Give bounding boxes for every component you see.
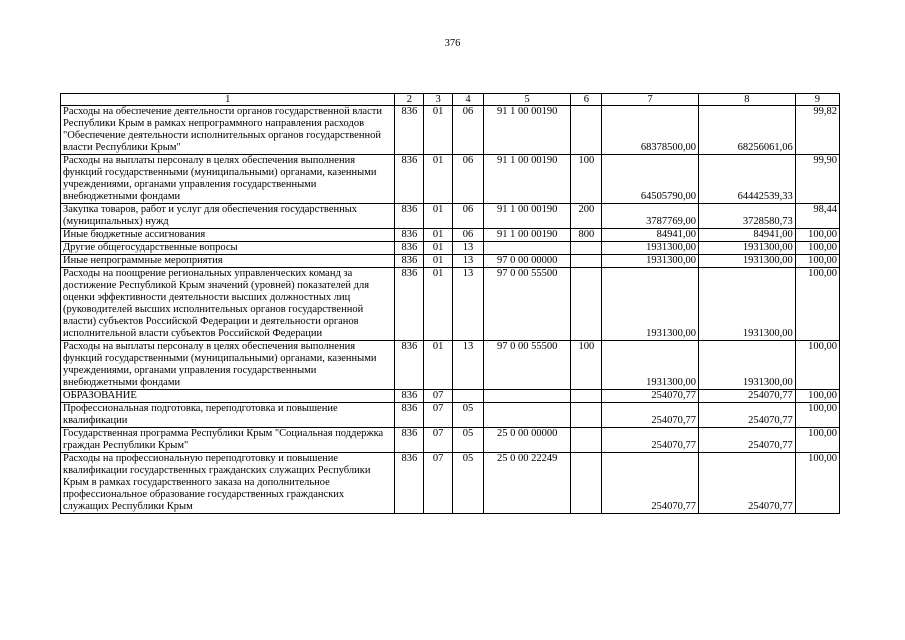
- ministry-code: 836: [395, 229, 424, 242]
- section-code: 01: [424, 268, 453, 341]
- table-row: [61, 428, 840, 453]
- execution-percent: 99,82: [795, 106, 839, 155]
- expense-type-code: [571, 242, 602, 255]
- expense-type-code: [571, 403, 602, 428]
- execution-percent: 100,00: [795, 242, 839, 255]
- planned-amount: 1931300,00: [602, 255, 699, 268]
- expense-type-code: [571, 255, 602, 268]
- executed-amount: 254070,77: [698, 453, 795, 514]
- target-article-code: 91 1 00 00190: [483, 155, 570, 204]
- target-article-code: 97 0 00 55500: [483, 341, 570, 390]
- section-code: 01: [424, 341, 453, 390]
- execution-percent: 100,00: [795, 390, 839, 403]
- expense-type-code: 100: [571, 155, 602, 204]
- target-article-code: 25 0 00 22249: [483, 453, 570, 514]
- planned-amount: 3787769,00: [602, 204, 699, 229]
- section-code: 01: [424, 106, 453, 155]
- planned-amount: 1931300,00: [602, 242, 699, 255]
- section-code: 01: [424, 229, 453, 242]
- ministry-code: 836: [395, 428, 424, 453]
- table-row: [61, 341, 840, 390]
- target-article-code: [483, 390, 570, 403]
- budget-table: [60, 93, 840, 514]
- section-code: 07: [424, 390, 453, 403]
- header-col-4: 4: [453, 94, 484, 106]
- subsection-code: 06: [453, 204, 484, 229]
- ministry-code: 836: [395, 453, 424, 514]
- section-code: 07: [424, 453, 453, 514]
- subsection-code: 13: [453, 268, 484, 341]
- expense-type-code: [571, 106, 602, 155]
- subsection-code: 13: [453, 242, 484, 255]
- subsection-code: 13: [453, 341, 484, 390]
- expense-name: Расходы на поощрение региональных управленческих команд за достижение Республикой Крым значений (уровней) показателей для оценки эффективности деятельности высших должностных лиц (руководителей высших исполнительных органов государственной власти) субъектов Российской Федерации и деятельности органов исполнительной власти субъектов Российской Федерации: [61, 268, 395, 341]
- execution-percent: 100,00: [795, 255, 839, 268]
- planned-amount: 64505790,00: [602, 155, 699, 204]
- target-article-code: 91 1 00 00190: [483, 204, 570, 229]
- ministry-code: 836: [395, 268, 424, 341]
- table-row: [61, 390, 840, 403]
- ministry-code: 836: [395, 390, 424, 403]
- executed-amount: 68256061,06: [698, 106, 795, 155]
- header-col-8: 8: [698, 94, 795, 106]
- ministry-code: 836: [395, 341, 424, 390]
- subsection-code: [453, 390, 484, 403]
- target-article-code: [483, 242, 570, 255]
- subsection-code: 06: [453, 229, 484, 242]
- execution-percent: 100,00: [795, 403, 839, 428]
- section-code: 07: [424, 403, 453, 428]
- expense-type-code: 800: [571, 229, 602, 242]
- expense-type-code: [571, 453, 602, 514]
- executed-amount: 1931300,00: [698, 268, 795, 341]
- expense-type-code: 200: [571, 204, 602, 229]
- header-col-3: 3: [424, 94, 453, 106]
- executed-amount: 1931300,00: [698, 242, 795, 255]
- header-col-2: 2: [395, 94, 424, 106]
- table-row: [61, 106, 840, 155]
- header-col-5: 5: [483, 94, 570, 106]
- ministry-code: 836: [395, 255, 424, 268]
- expense-name: Государственная программа Республики Крым "Социальная поддержка граждан Республики Крым": [61, 428, 395, 453]
- section-code: 01: [424, 242, 453, 255]
- executed-amount: 1931300,00: [698, 255, 795, 268]
- table-row: [61, 403, 840, 428]
- expense-name: Иные непрограммные мероприятия: [61, 255, 395, 268]
- planned-amount: 254070,77: [602, 428, 699, 453]
- subsection-code: 13: [453, 255, 484, 268]
- executed-amount: 254070,77: [698, 403, 795, 428]
- executed-amount: 254070,77: [698, 390, 795, 403]
- execution-percent: 100,00: [795, 428, 839, 453]
- executed-amount: 3728580,73: [698, 204, 795, 229]
- subsection-code: 05: [453, 428, 484, 453]
- section-code: 01: [424, 204, 453, 229]
- table-row: [61, 155, 840, 204]
- execution-percent: 98,44: [795, 204, 839, 229]
- table-row: [61, 255, 840, 268]
- executed-amount: 254070,77: [698, 428, 795, 453]
- ministry-code: 836: [395, 242, 424, 255]
- section-code: 07: [424, 428, 453, 453]
- header-row: [61, 94, 840, 106]
- expense-name: ОБРАЗОВАНИЕ: [61, 390, 395, 403]
- table-row: [61, 268, 840, 341]
- expense-name: Иные бюджетные ассигнования: [61, 229, 395, 242]
- ministry-code: 836: [395, 403, 424, 428]
- execution-percent: 100,00: [795, 341, 839, 390]
- execution-percent: 100,00: [795, 229, 839, 242]
- expense-name: Расходы на обеспечение деятельности органов государственной власти Республики Крым в рамках непрограммного направления расходов "Обеспечение деятельности исполнительных органов государственной власти Республики Крым": [61, 106, 395, 155]
- planned-amount: 254070,77: [602, 453, 699, 514]
- expense-name: Другие общегосударственные вопросы: [61, 242, 395, 255]
- header-col-6: 6: [571, 94, 602, 106]
- header-col-7: 7: [602, 94, 699, 106]
- table-row: [61, 453, 840, 514]
- expense-name: Профессиональная подготовка, переподготовка и повышение квалификации: [61, 403, 395, 428]
- executed-amount: 84941,00: [698, 229, 795, 242]
- target-article-code: 97 0 00 55500: [483, 268, 570, 341]
- planned-amount: 254070,77: [602, 403, 699, 428]
- planned-amount: 84941,00: [602, 229, 699, 242]
- table-row: [61, 204, 840, 229]
- planned-amount: 1931300,00: [602, 268, 699, 341]
- planned-amount: 254070,77: [602, 390, 699, 403]
- target-article-code: 91 1 00 00190: [483, 106, 570, 155]
- expense-type-code: [571, 268, 602, 341]
- header-col-9: 9: [795, 94, 839, 106]
- execution-percent: 100,00: [795, 268, 839, 341]
- expense-name: Закупка товаров, работ и услуг для обеспечения государственных (муниципальных) нужд: [61, 204, 395, 229]
- subsection-code: 05: [453, 403, 484, 428]
- execution-percent: 99,90: [795, 155, 839, 204]
- expense-name: Расходы на профессиональную переподготовку и повышение квалификации государственных гражданских служащих Республики Крым в рамках государственного заказа на дополнительное профессиональное образование государственных гражданских служащих Республики Крым: [61, 453, 395, 514]
- section-code: 01: [424, 155, 453, 204]
- expense-type-code: 100: [571, 341, 602, 390]
- subsection-code: 06: [453, 155, 484, 204]
- subsection-code: 06: [453, 106, 484, 155]
- table-row: [61, 242, 840, 255]
- expense-type-code: [571, 428, 602, 453]
- target-article-code: [483, 403, 570, 428]
- expense-type-code: [571, 390, 602, 403]
- expense-name: Расходы на выплаты персоналу в целях обеспечения выполнения функций государственными (муниципальными) органами, казенными учреждениями, органами управления государственными внебюджетными фондами: [61, 155, 395, 204]
- page-number: 376: [444, 38, 461, 49]
- table-row: [61, 229, 840, 242]
- section-code: 01: [424, 255, 453, 268]
- planned-amount: 1931300,00: [602, 341, 699, 390]
- target-article-code: 97 0 00 00000: [483, 255, 570, 268]
- planned-amount: 68378500,00: [602, 106, 699, 155]
- target-article-code: 25 0 00 00000: [483, 428, 570, 453]
- executed-amount: 64442539,33: [698, 155, 795, 204]
- expense-name: Расходы на выплаты персоналу в целях обеспечения выполнения функций государственными (муниципальными) органами, казенными учреждениями, органами управления государственными внебюджетными фондами: [61, 341, 395, 390]
- execution-percent: 100,00: [795, 453, 839, 514]
- target-article-code: 91 1 00 00190: [483, 229, 570, 242]
- header-col-1: 1: [61, 94, 395, 106]
- ministry-code: 836: [395, 155, 424, 204]
- executed-amount: 1931300,00: [698, 341, 795, 390]
- ministry-code: 836: [395, 204, 424, 229]
- ministry-code: 836: [395, 106, 424, 155]
- subsection-code: 05: [453, 453, 484, 514]
